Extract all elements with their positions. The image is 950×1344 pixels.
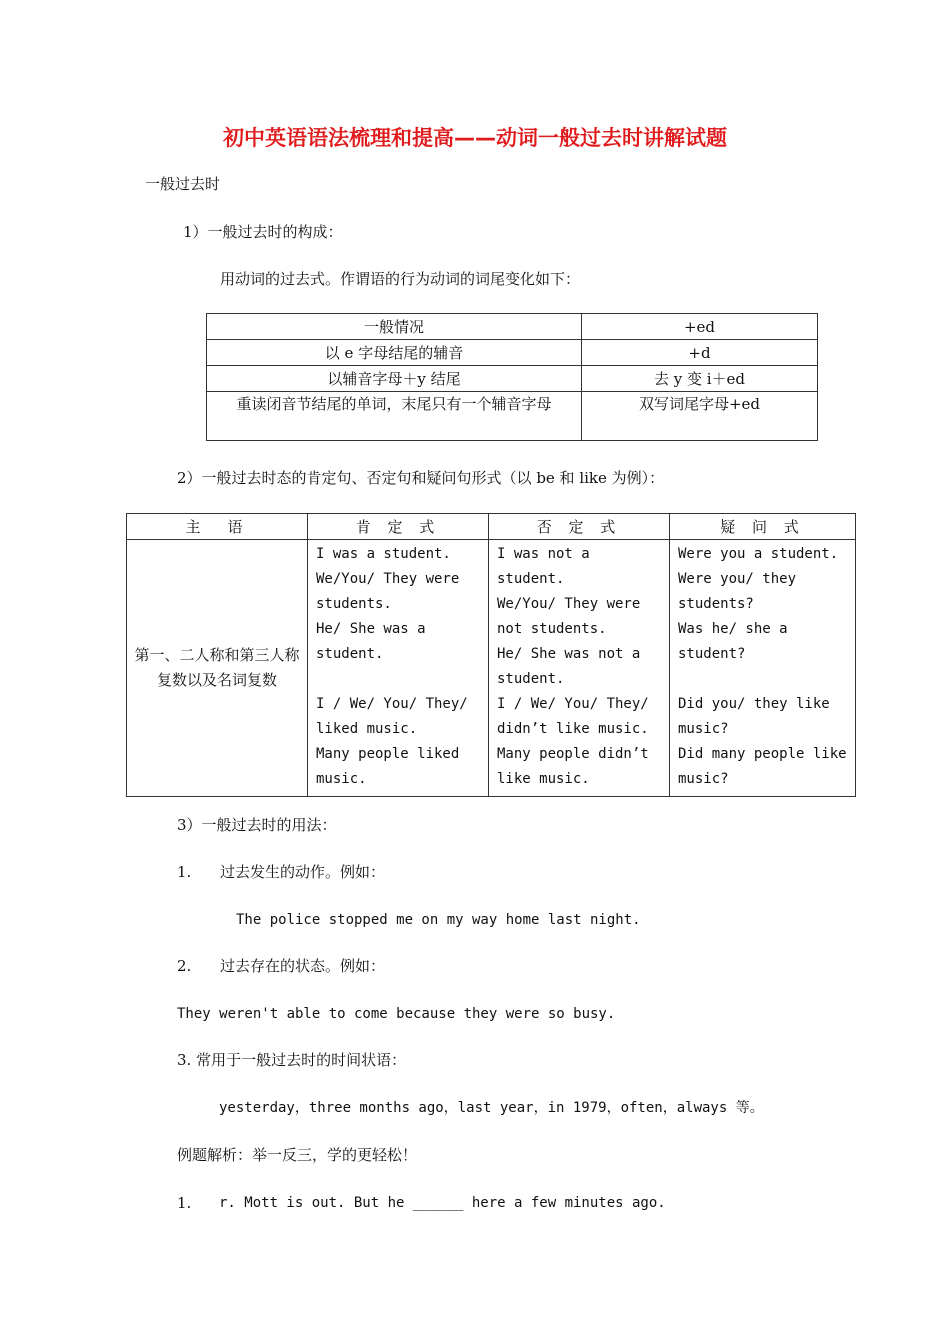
section-heading: 一般过去时 [145, 175, 221, 193]
negative-text: I was not a student. We/You/ They were not students. He/ She was not a student. I / We/ You/ They/ didn’t like music. Many people didn’t like music. [497, 546, 649, 787]
part1-heading: 1）一般过去时的构成： [183, 223, 343, 241]
rule-case: 一般情况 [207, 314, 582, 340]
item1-number: 1. [177, 863, 192, 881]
subject-cell: 第一、二人称和第三人称复数以及名词复数 [127, 540, 308, 797]
table-row [207, 392, 818, 441]
exercises-heading: 例题解析：举一反三，学的更轻松！ [177, 1146, 418, 1164]
rule-case: 以 e 字母结尾的辅音 [207, 340, 582, 366]
table-header-row [127, 514, 856, 540]
rule-case: 以辅音字母＋y 结尾 [207, 366, 582, 392]
affirmative-text: I was a student. We/You/ They were students. He/ She was a student. I / We/ You/ They/ liked music. Many people liked music. [316, 546, 468, 787]
rule-ending: 双写词尾字母+ed [582, 392, 818, 441]
sentence-forms-table [126, 513, 856, 797]
table-row [207, 366, 818, 392]
item3-example: yesterday，three months ago，last year，in 1979，often，always 等。 [219, 1100, 764, 1116]
rule-ending: 去 y 变 i＋ed [582, 366, 818, 392]
header-negative: 否 定 式 [489, 514, 670, 540]
page-title: 初中英语语法梳理和提高——动词一般过去时讲解试题 [223, 126, 727, 150]
part2-heading: 2）一般过去时态的肯定句、否定句和疑问句形式（以 be 和 like 为例）： [177, 469, 665, 487]
part3-heading: 3）一般过去时的用法： [177, 816, 337, 834]
part1-intro: 用动词的过去式。作谓语的行为动词的词尾变化如下： [220, 270, 581, 288]
item2-number: 2. [177, 957, 192, 975]
affirmative-cell [308, 540, 489, 797]
item2-text: 过去存在的状态。例如： [220, 957, 386, 975]
item2-example: They weren't able to come because they were so busy. [177, 1006, 616, 1022]
rule-ending: +d [582, 340, 818, 366]
item1-example: The police stopped me on my way home last night. [236, 912, 641, 928]
table-row [207, 340, 818, 366]
verb-ending-rules-table [206, 313, 818, 441]
rule-case: 重读闭音节结尾的单词，末尾只有一个辅音字母 [207, 392, 582, 441]
interrogative-text: Were you a student. Were you/ they students? Was he/ she a student? Did you/ they like music? Did many people like music? [678, 546, 847, 787]
negative-cell [489, 540, 670, 797]
table-row [207, 314, 818, 340]
question1-text: r. Mott is out. But he ______ here a few minutes ago. [219, 1195, 666, 1211]
table-row [127, 540, 856, 797]
header-interrogative: 疑 问 式 [670, 514, 856, 540]
interrogative-cell [670, 540, 856, 797]
question1-number: 1. [177, 1194, 192, 1212]
header-affirmative: 肯 定 式 [308, 514, 489, 540]
header-subject: 主 语 [127, 514, 308, 540]
rule-ending: +ed [582, 314, 818, 340]
item3-text: 3. 常用于一般过去时的时间状语： [177, 1051, 407, 1069]
item1-text: 过去发生的动作。例如： [220, 863, 386, 881]
